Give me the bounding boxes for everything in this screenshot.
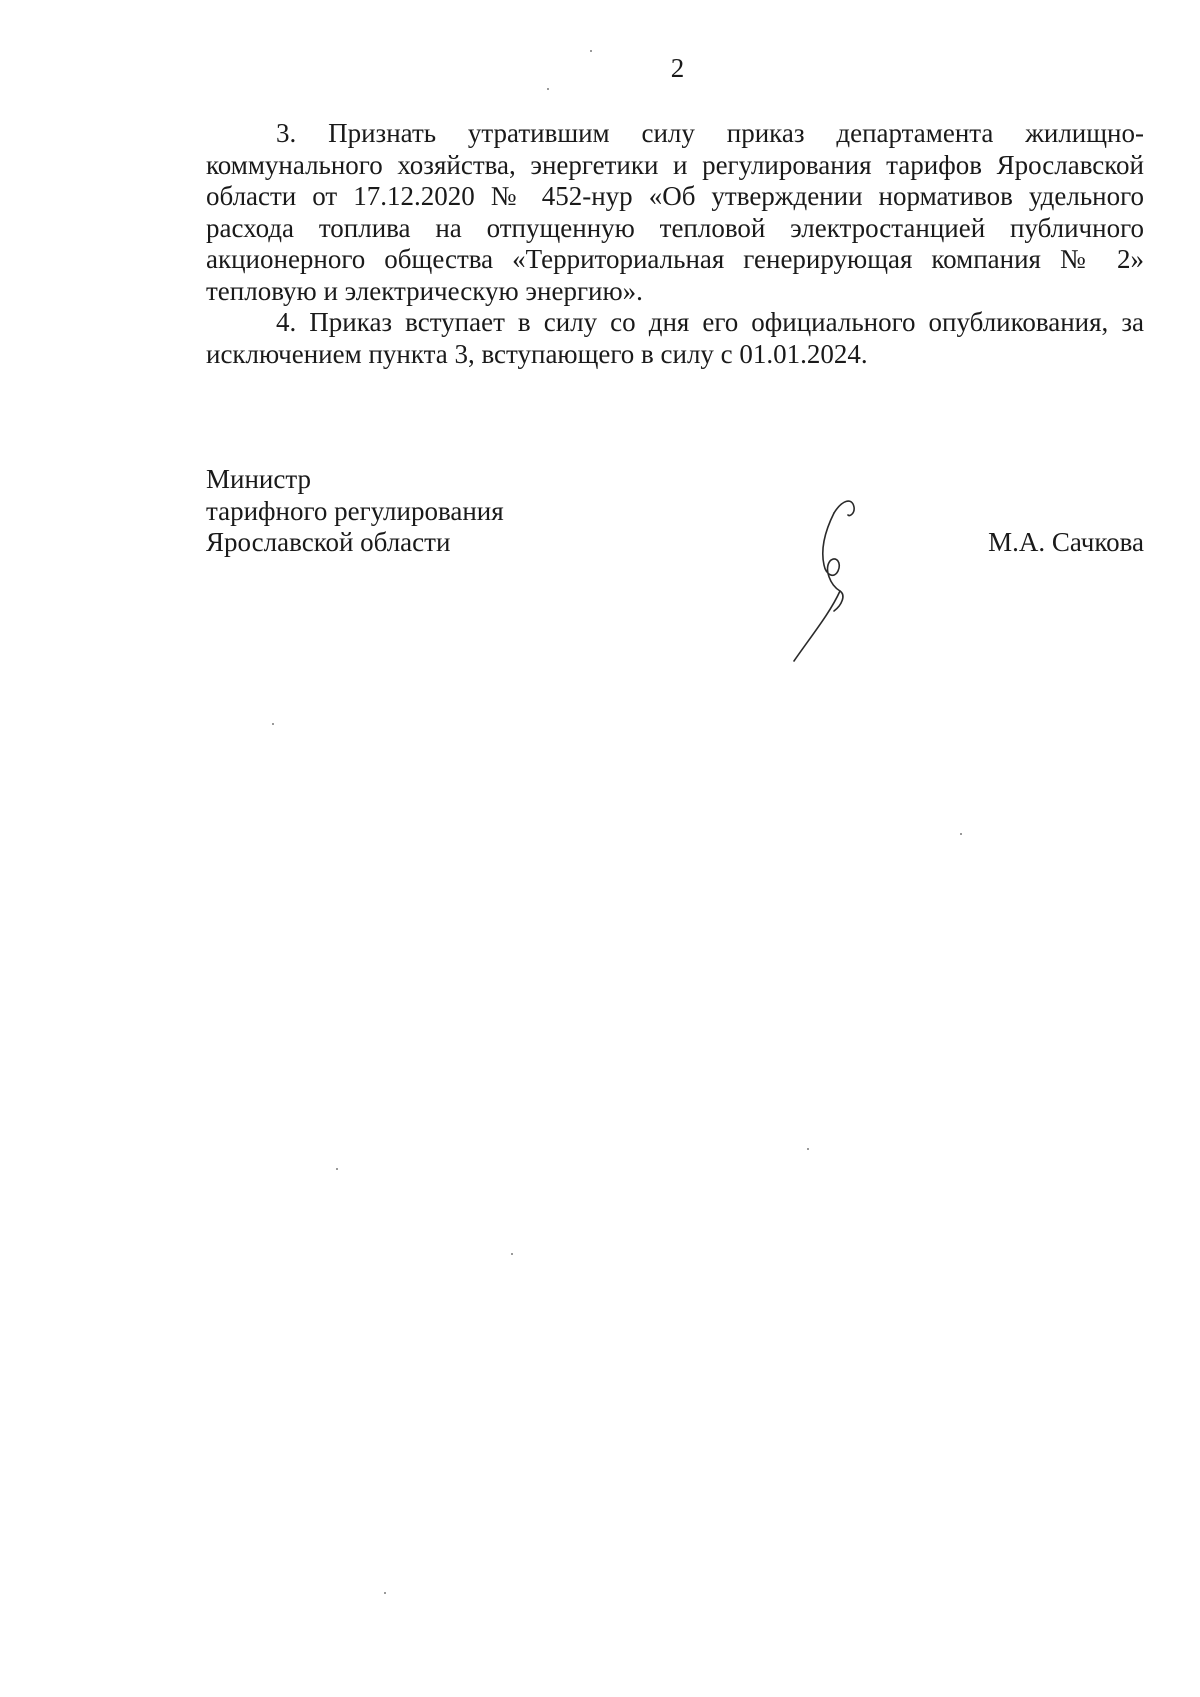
document-body	[206, 118, 1144, 370]
scan-speck	[384, 1592, 386, 1594]
paragraph-3: 3. Признать утратившим силу приказ департамента жилищно-коммунального хозяйства, энергетики и регулирования тарифов Ярославской области от 17.12.2020 № 452-нур «Об утверждении нормативов удельного расхода топлива на отпущенную тепловой электростанцией публичного акционерного общества «Территориальная генерирующая компания № 2» тепловую и электрическую энергию».	[206, 118, 1144, 306]
scan-speck	[960, 833, 962, 835]
scan-speck	[590, 50, 592, 52]
scan-speck	[511, 1253, 513, 1255]
handwritten-signature	[790, 495, 910, 670]
signatory-title	[206, 464, 504, 559]
page-number: 2	[670, 53, 685, 83]
scan-speck	[272, 723, 274, 725]
scan-speck	[336, 1168, 338, 1170]
signatory-title-line-2: тарифного регулирования	[206, 495, 504, 526]
signatory-title-line-3: Ярославской области	[206, 527, 451, 557]
signer-name: М.А. Сачкова	[988, 527, 1144, 557]
paragraph-4: 4. Приказ вступает в силу со дня его официального опубликования, за исключением пункта 3, вступающего в силу с 01.01.2024.	[206, 307, 1144, 369]
scan-speck	[807, 1148, 809, 1150]
signatory-title-line-1: Министр	[206, 464, 311, 494]
scan-speck	[547, 88, 549, 90]
